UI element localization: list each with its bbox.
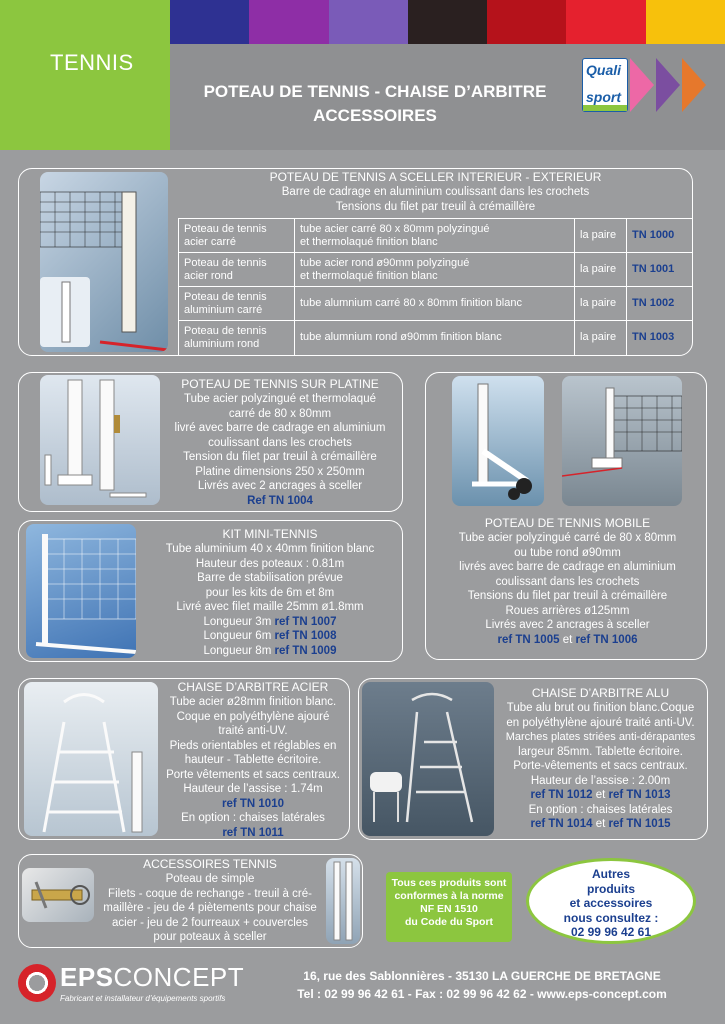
section-text: Livrés avec 2 ancrages à sceller: [197, 480, 363, 492]
product-unit: la paire: [575, 321, 627, 355]
color-bar: [170, 0, 725, 44]
section-text: Porte vêtements et sacs centraux.: [166, 768, 340, 781]
ref-separator: et: [592, 818, 609, 830]
section-text: en polyéthylène ajouré traité anti-UV.: [506, 716, 695, 729]
section-text: Coque en polyéthylène ajouré: [176, 710, 330, 723]
section-text: Filets - coque de rechange - treuil à cré-: [108, 887, 312, 900]
product-unit: la paire: [575, 219, 627, 253]
section-text: pour poteaux à sceller: [153, 931, 267, 943]
photo-chaise-acier: [24, 682, 158, 836]
callout-phone: 02 99 96 42 61: [570, 925, 652, 939]
length-label: Longueur 3m: [203, 615, 275, 628]
section-text: livrés avec barre de cadrage en aluminium: [459, 561, 676, 573]
table-row: [179, 219, 694, 253]
section-text: Roues arrières ø125mm: [505, 604, 630, 617]
photo-sceller: [40, 172, 168, 352]
length-line: [140, 629, 400, 644]
norm-badge: [386, 872, 512, 942]
length-label: Longueur 6m: [203, 630, 275, 642]
product-ref-line: [494, 788, 707, 803]
section-title: POTEAU DE TENNIS A SCELLER INTERIEUR - EXTERIEUR: [269, 170, 602, 184]
product-name: Poteau de tennis: [184, 324, 267, 337]
category-label: TENNIS: [50, 50, 134, 75]
photo-treuil: [22, 868, 94, 922]
callout-line: et accessoires: [569, 896, 653, 910]
color-swatch: [646, 0, 725, 44]
product-name: Poteau de tennis: [184, 222, 267, 235]
section-text: Barre de stabilisation prévue: [197, 572, 343, 584]
option-text: En option : chaises latérales: [181, 812, 325, 824]
logo-line-1: Quali: [586, 62, 622, 78]
product-desc: tube alumnium rond ø90mm finition blanc: [300, 331, 502, 344]
photo-mobile-net: [562, 376, 682, 506]
section-title: CHAISE D’ARBITRE ACIER: [177, 680, 329, 694]
color-swatch: [249, 0, 328, 44]
product-table: [178, 218, 693, 355]
section-title: ACCESSOIRES TENNIS: [143, 857, 277, 871]
section-text: largeur 85mm. Tablette écritoire.: [518, 745, 683, 758]
section-text: Tube acier ø28mm finition blanc.: [169, 696, 337, 708]
product-desc: tube acier rond ø90mm polyzingué: [300, 256, 470, 269]
option-text: En option : chaises latérales: [528, 803, 673, 816]
norm-line: conformes à la norme: [394, 890, 504, 902]
callout-line: produits: [587, 881, 635, 896]
section-text: Tensions du filet par treuil à crémaillère: [335, 200, 536, 213]
product-name: aluminium rond: [184, 337, 260, 350]
section-title: POTEAU DE TENNIS MOBILE: [484, 516, 651, 530]
color-swatch: [408, 0, 487, 44]
norm-line: NF EN 1510: [420, 903, 478, 915]
product-unit: la paire: [575, 253, 627, 287]
product-desc: tube acier carré 80 x 80mm polyzingué: [300, 222, 490, 235]
table-row: [179, 253, 694, 287]
product-name: Poteau de tennis: [184, 290, 267, 303]
platine-text: [160, 377, 400, 508]
section-text: Hauteur de l’assise : 1.74m: [183, 783, 323, 795]
category-tab: [0, 0, 170, 150]
chaise-acier-text: [158, 680, 348, 840]
product-code: TN 1002: [627, 287, 694, 321]
product-name: aluminium carré: [184, 303, 263, 316]
color-swatch: [170, 0, 249, 44]
product-ref: ref TN 1012: [530, 789, 593, 801]
ref-separator: et: [592, 789, 609, 801]
section-text: Hauteur de l’assise : 2.00m: [530, 774, 671, 787]
brand-light: CONCEPT: [113, 962, 245, 992]
section-text: pour les kits de 6m et 8m: [205, 586, 335, 599]
product-code: TN 1003: [627, 321, 694, 355]
norm-line: du Code du Sport: [404, 916, 494, 928]
photo-platine: [40, 375, 160, 505]
qualisport-logo: [582, 58, 628, 112]
eps-concept-logo: [18, 960, 268, 1010]
page-title: [170, 80, 580, 128]
section-text: Marches plates striées anti-dérapantes: [505, 731, 696, 743]
section-text: Tension du filet par treuil à crémaillère: [183, 451, 377, 463]
product-name: acier rond: [184, 269, 233, 282]
length-label: Longueur 8m: [203, 644, 275, 657]
product-ref: ref TN 1007: [274, 615, 337, 628]
product-unit: la paire: [575, 287, 627, 321]
pink-arrow-icon: [630, 58, 654, 112]
section-text: Tube alu brut ou finition blanc.Coque: [506, 702, 695, 714]
logo-bar: [583, 105, 627, 111]
product-desc: tube alumnium carré 80 x 80mm finition blanc: [300, 297, 522, 309]
brand-name: [60, 962, 244, 993]
table-row: [179, 321, 694, 355]
brand-bold: EPS: [60, 962, 114, 992]
product-ref: ref TN 1013: [608, 789, 671, 801]
section-title: POTEAU DE TENNIS SUR PLATINE: [181, 377, 379, 391]
section-text: hauteur - Tablette écritoire.: [184, 754, 322, 766]
section-title: KIT MINI-TENNIS: [222, 527, 318, 541]
product-ref: Ref TN 1004: [247, 494, 313, 507]
section-text: coulissant dans les crochets: [495, 575, 640, 588]
purple-arrow-icon: [656, 58, 680, 112]
product-desc: et thermolaqué finition blanc: [300, 269, 438, 282]
section-text: coulissant dans les crochets: [208, 436, 352, 449]
product-ref: ref TN 1015: [608, 818, 671, 830]
photo-chaise-alu: [362, 682, 494, 836]
section-text: Hauteur des poteaux : 0.81m: [195, 557, 345, 570]
product-name: acier carré: [184, 235, 236, 248]
section-text: Tensions du filet par treuil à crémaillère: [467, 590, 668, 602]
section-text: Platine dimensions 250 x 250mm: [195, 465, 365, 478]
color-swatch: [566, 0, 645, 44]
option-ref-line: [494, 817, 707, 832]
ref-separator: et: [559, 633, 576, 646]
product-ref: ref TN 1014: [530, 818, 593, 830]
section-text: Tube acier polyzingué carré de 80 x 80mm: [458, 532, 677, 544]
section-text: ou tube rond ø90mm: [514, 546, 621, 559]
lifebuoy-icon: [18, 964, 56, 1002]
orange-arrow-icon: [682, 58, 706, 112]
title-line-1: POTEAU DE TENNIS - CHAISE D’ARBITRE: [203, 82, 547, 101]
section-text: Tube acier polyzingué et thermolaqué: [184, 393, 376, 405]
section-text: Pieds orientables et réglables en: [169, 739, 337, 752]
product-desc: et thermolaqué finition blanc: [300, 235, 438, 248]
table-row: [179, 287, 694, 321]
address-line: 16, rue des Sablonnières - 35130 LA GUERCHE DE BRETAGNE: [303, 969, 661, 983]
color-swatch: [487, 0, 566, 44]
footer-address: [272, 967, 692, 1003]
section-text: traité anti-UV.: [218, 725, 288, 737]
brand-tagline: Fabricant et installateur d’équipements sportifs: [60, 994, 226, 1003]
section-text: Livré avec filet maille 25mm ø1.8mm: [176, 601, 364, 613]
sceller-header: [178, 170, 693, 214]
mobile-text: [430, 516, 705, 647]
section-title: CHAISE D’ARBITRE ALU: [531, 686, 670, 700]
contact-line: Tel : 02 99 96 42 61 - Fax : 02 99 96 42 62 - www.eps-concept.com: [297, 987, 667, 1001]
contact-callout: [526, 858, 696, 944]
product-code: TN 1000: [627, 219, 694, 253]
mini-text: [140, 527, 400, 658]
length-line: [140, 644, 400, 659]
section-text: acier - jeu de 2 fourreaux + couvercles: [112, 916, 308, 929]
section-text: carré de 80 x 80mm: [228, 407, 332, 420]
product-name: Poteau de tennis: [184, 256, 267, 269]
section-text: Porte-vêtements et sacs centraux.: [513, 760, 688, 772]
norm-line: Tous ces produits sont: [391, 877, 507, 889]
section-text: Livrés avec 2 ancrages à sceller: [485, 619, 650, 631]
section-text: Poteau de simple: [165, 873, 255, 885]
section-text: Tube aluminium 40 x 40mm finition blanc: [165, 543, 375, 555]
callout-line: Autres: [591, 867, 630, 881]
photo-poteau-simple: [326, 858, 360, 944]
chaise-alu-text: [494, 686, 707, 832]
product-ref-line: [430, 633, 705, 648]
section-text: Barre de cadrage en aluminium coulissant dans les crochets: [281, 186, 590, 198]
title-line-2: ACCESSOIRES: [313, 106, 437, 125]
product-ref: ref TN 1006: [575, 633, 638, 646]
color-swatch: [329, 0, 408, 44]
product-ref: ref TN 1011: [222, 826, 284, 839]
product-ref: ref TN 1009: [274, 644, 337, 657]
section-text: livré avec barre de cadrage en aluminium: [174, 422, 386, 434]
product-ref: ref TN 1010: [221, 797, 284, 810]
length-line: [140, 615, 400, 630]
product-ref: ref TN 1005: [497, 633, 560, 646]
photo-mini-tennis: [26, 524, 136, 658]
callout-line: nous consultez :: [563, 910, 659, 925]
product-ref: ref TN 1008: [274, 630, 337, 642]
accessoires-text: [94, 857, 326, 945]
product-code: TN 1001: [627, 253, 694, 287]
photo-mobile-post: [452, 376, 544, 506]
logo-line-2: sport: [586, 89, 621, 105]
section-text: maillère - jeu de 4 piètements pour chaise: [103, 902, 317, 914]
